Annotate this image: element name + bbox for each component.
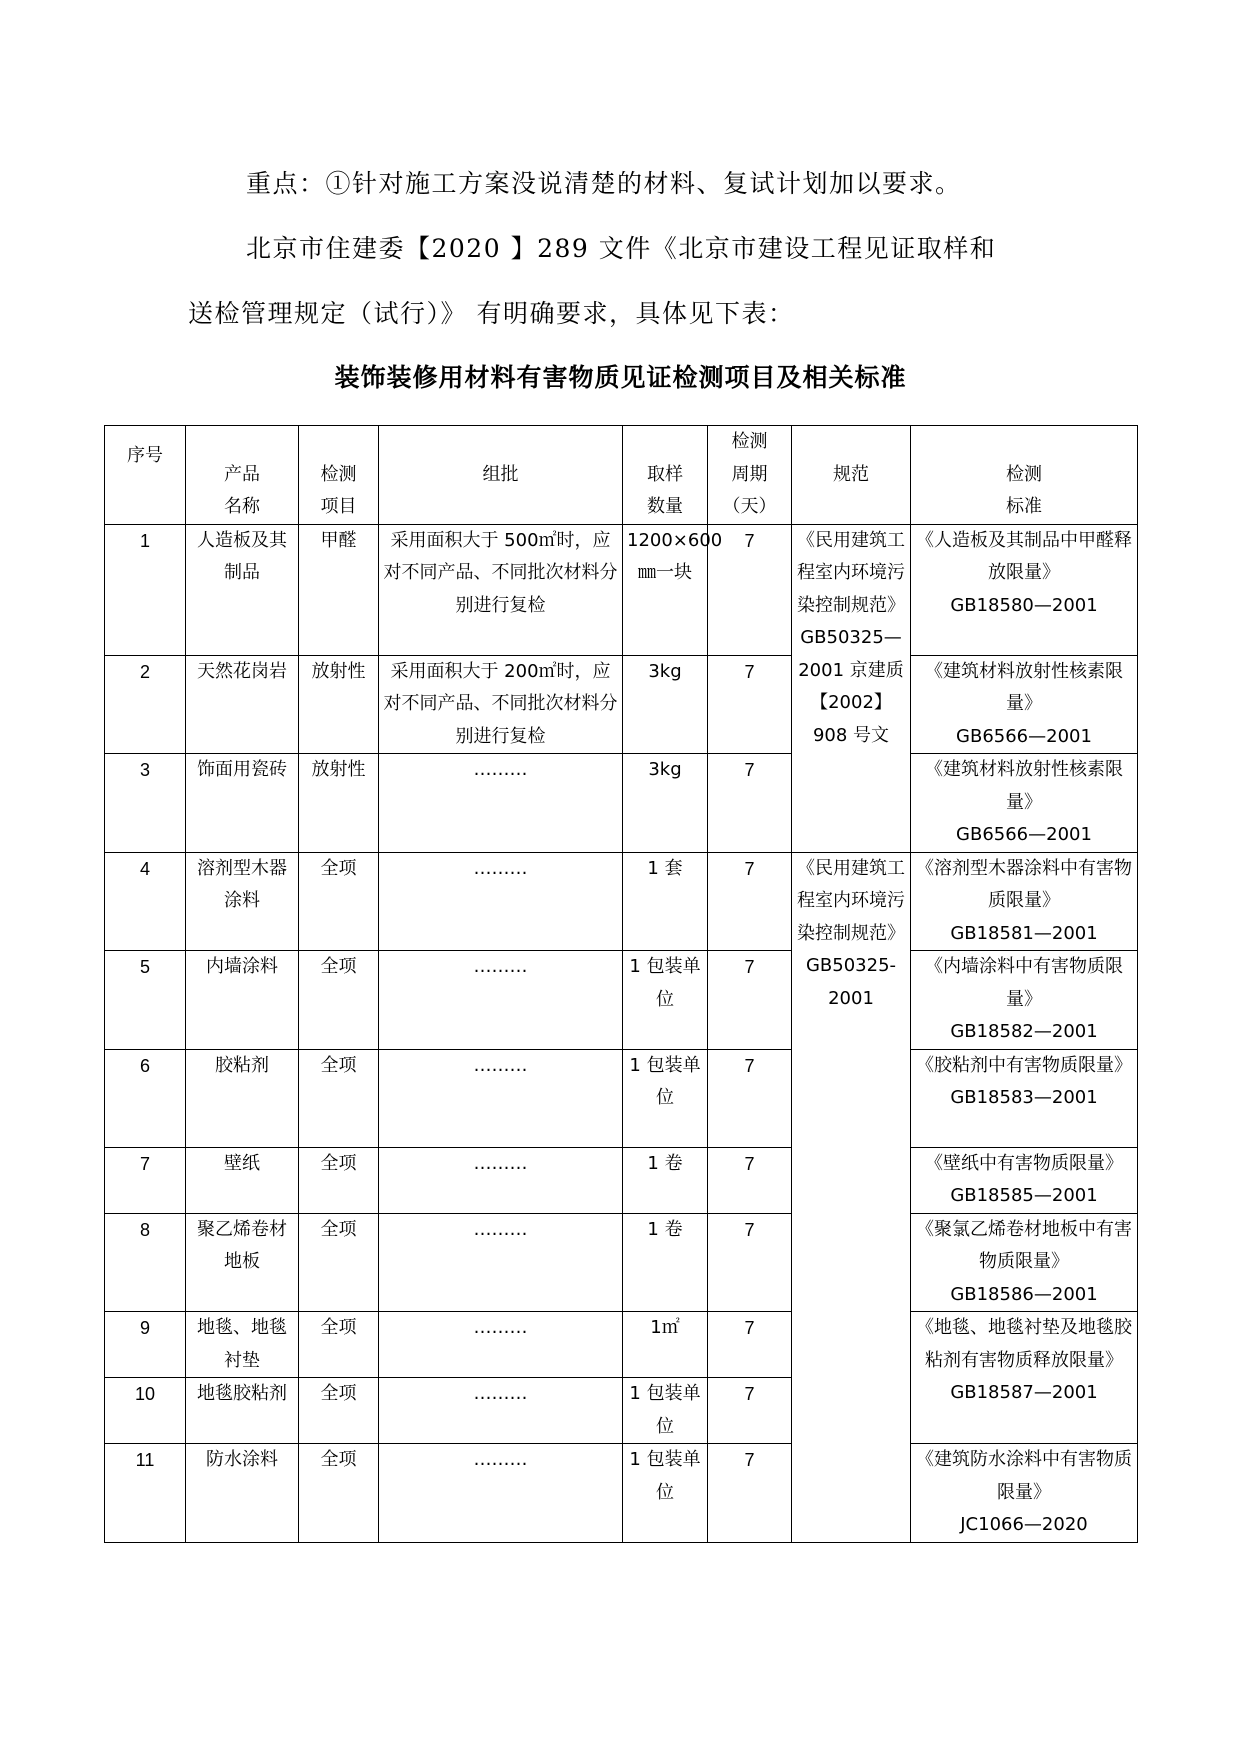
cell-quantity: 1 包装单位 (623, 951, 708, 1050)
header-batch: 组批 (379, 426, 623, 525)
cell-batch: ……… (379, 1312, 623, 1378)
cell-period: 7 (708, 655, 792, 754)
intro-paragraph-regulation: 北京市住建委【2020 】289 文件《北京市建设工程见证取样和 (246, 234, 997, 263)
cell-quantity: 1㎡ (623, 1312, 708, 1378)
header-spec: 规范 (792, 426, 911, 525)
table-row (105, 852, 1138, 951)
cell-product: 人造板及其制品 (186, 524, 299, 655)
table-row (105, 1444, 1138, 1543)
cell-spec-group-1: 《民用建筑工程室内环境污染控制规范》GB50325—2001 京建质【2002】908 号文 (792, 524, 911, 852)
cell-quantity: 3kg (623, 754, 708, 853)
header-standard: 检测 标准 (911, 426, 1138, 525)
table-row (105, 754, 1138, 853)
cell-period: 7 (708, 754, 792, 853)
cell-item: 全项 (299, 1147, 379, 1213)
cell-period: 7 (708, 1378, 792, 1444)
cell-item: 全项 (299, 1312, 379, 1378)
cell-batch: ……… (379, 1444, 623, 1543)
cell-standard: 《建筑材料放射性核素限量》 GB6566—2001 (911, 754, 1138, 853)
cell-period: 7 (708, 1213, 792, 1312)
cell-product: 胶粘剂 (186, 1049, 299, 1147)
cell-standard: 《建筑防水涂料中有害物质限量》 JC1066—2020 (911, 1444, 1138, 1543)
table-title: 装饰装修用材料有害物质见证检测项目及相关标准 (334, 363, 907, 392)
cell-period: 7 (708, 1312, 792, 1378)
table-row (105, 655, 1138, 754)
cell-item: 全项 (299, 951, 379, 1050)
cell-standard: 《壁纸中有害物质限量》GB18585—2001 (911, 1147, 1138, 1213)
cell-standard: 《溶剂型木器涂料中有害物质限量》 GB18581—2001 (911, 852, 1138, 951)
intro-paragraph-key-points: 重点：①针对施工方案没说清楚的材料、复试计划加以要求。 (246, 169, 962, 198)
intro-paragraph-regulation-cont: 送检管理规定（试行）》 有明确要求，具体见下表： (188, 299, 795, 328)
table-row (105, 1312, 1138, 1378)
cell-spec-group-2: 《民用建筑工程室内环境污染控制规范》GB50325-2001 (792, 852, 911, 1543)
cell-serial: 5 (105, 951, 186, 1050)
cell-quantity: 1 包装单位 (623, 1049, 708, 1147)
cell-batch: 采用面积大于 200㎡时，应对不同产品、不同批次材料分别进行复检 (379, 655, 623, 754)
cell-product: 饰面用瓷砖 (186, 754, 299, 853)
cell-batch: ……… (379, 1213, 623, 1312)
cell-quantity: 1 卷 (623, 1147, 708, 1213)
cell-item: 放射性 (299, 754, 379, 853)
header-serial: 序号 (105, 426, 186, 525)
cell-product: 防水涂料 (186, 1444, 299, 1543)
cell-quantity: 1 卷 (623, 1213, 708, 1312)
header-item: 检测 项目 (299, 426, 379, 525)
cell-batch: ……… (379, 852, 623, 951)
table-row (105, 951, 1138, 1050)
cell-period: 7 (708, 852, 792, 951)
cell-serial: 2 (105, 655, 186, 754)
table-row (105, 1147, 1138, 1213)
cell-product: 壁纸 (186, 1147, 299, 1213)
cell-batch: ……… (379, 951, 623, 1050)
cell-period: 7 (708, 951, 792, 1050)
cell-quantity: 1 包装单位 (623, 1378, 708, 1444)
cell-product: 地毯、地毯衬垫 (186, 1312, 299, 1378)
cell-batch: ……… (379, 1378, 623, 1444)
table-row (105, 1049, 1138, 1147)
cell-quantity: 1200×600㎜一块 (623, 524, 708, 655)
cell-batch: 采用面积大于 500㎡时，应对不同产品、不同批次材料分别进行复检 (379, 524, 623, 655)
cell-quantity: 1 包装单位 (623, 1444, 708, 1543)
cell-serial: 9 (105, 1312, 186, 1378)
cell-standard: 《胶粘剂中有害物质限量》 GB18583—2001 (911, 1049, 1138, 1147)
cell-batch: ……… (379, 754, 623, 853)
cell-batch: ……… (379, 1049, 623, 1147)
cell-serial: 8 (105, 1213, 186, 1312)
cell-item: 全项 (299, 1213, 379, 1312)
cell-product: 内墙涂料 (186, 951, 299, 1050)
cell-serial: 6 (105, 1049, 186, 1147)
cell-serial: 7 (105, 1147, 186, 1213)
cell-product: 地毯胶粘剂 (186, 1378, 299, 1444)
cell-item: 全项 (299, 1444, 379, 1543)
cell-product: 聚乙烯卷材地板 (186, 1213, 299, 1312)
cell-quantity: 1 套 (623, 852, 708, 951)
materials-testing-table (104, 425, 1138, 1543)
cell-serial: 4 (105, 852, 186, 951)
table-header-row (105, 426, 1138, 525)
header-quantity: 取样 数量 (623, 426, 708, 525)
cell-serial: 11 (105, 1444, 186, 1543)
header-product: 产品 名称 (186, 426, 299, 525)
cell-standard: 《内墙涂料中有害物质限量》 GB18582—2001 (911, 951, 1138, 1050)
cell-item: 全项 (299, 852, 379, 951)
cell-batch: ……… (379, 1147, 623, 1213)
cell-period: 7 (708, 524, 792, 655)
cell-quantity: 3kg (623, 655, 708, 754)
cell-period: 7 (708, 1049, 792, 1147)
cell-period: 7 (708, 1147, 792, 1213)
cell-period: 7 (708, 1444, 792, 1543)
cell-item: 放射性 (299, 655, 379, 754)
cell-product: 溶剂型木器涂料 (186, 852, 299, 951)
cell-item: 全项 (299, 1049, 379, 1147)
header-period: 检测 周期 （天） (708, 426, 792, 525)
cell-product: 天然花岗岩 (186, 655, 299, 754)
table-row (105, 1213, 1138, 1312)
cell-standard: 《人造板及其制品中甲醛释放限量》 GB18580—2001 (911, 524, 1138, 655)
cell-serial: 10 (105, 1378, 186, 1444)
table-row (105, 524, 1138, 655)
cell-item: 甲醛 (299, 524, 379, 655)
cell-standard: 《聚氯乙烯卷材地板中有害物质限量》 GB18586—2001 (911, 1213, 1138, 1312)
cell-serial: 3 (105, 754, 186, 853)
cell-serial: 1 (105, 524, 186, 655)
cell-standard-merged: 《地毯、地毯衬垫及地毯胶粘剂有害物质释放限量》 GB18587—2001 (911, 1312, 1138, 1444)
cell-standard: 《建筑材料放射性核素限量》 GB6566—2001 (911, 655, 1138, 754)
cell-item: 全项 (299, 1378, 379, 1444)
